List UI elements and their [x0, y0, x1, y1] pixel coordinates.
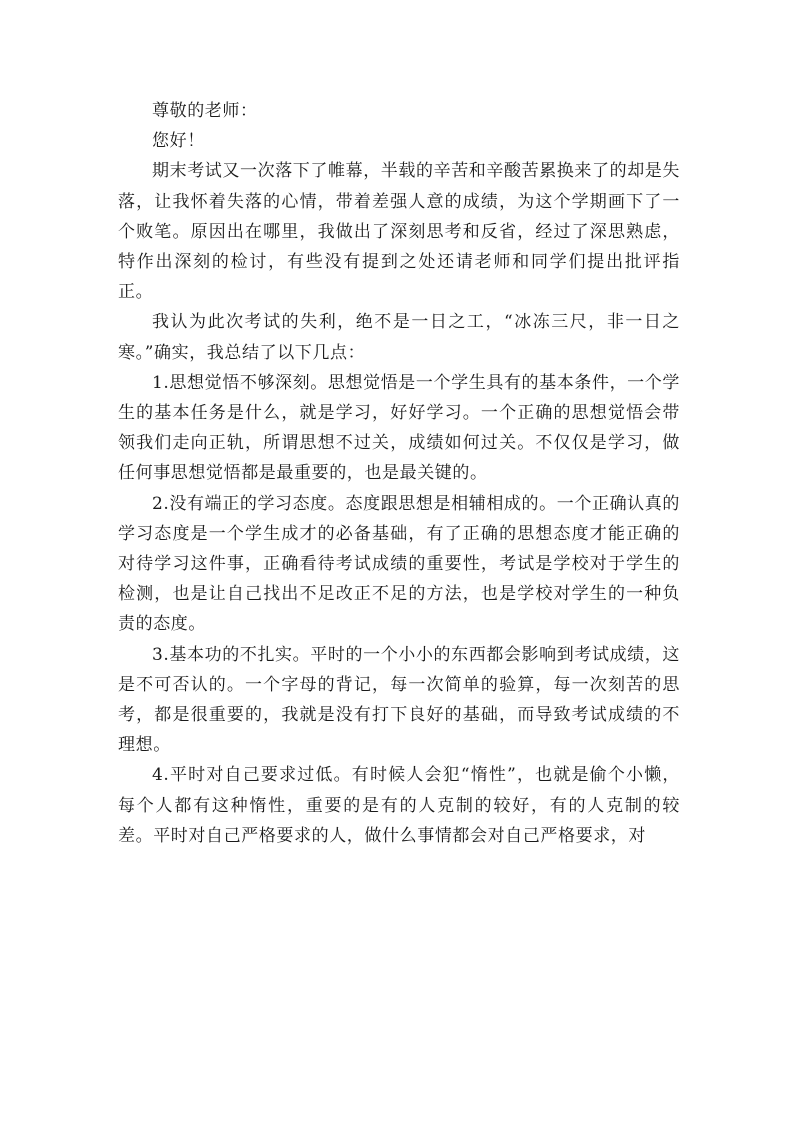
greeting: 您好！ [152, 131, 205, 152]
paragraph-1: 期末考试又一次落下了帷幕，半载的辛苦和辛酸苦累换来了的却是失落，让我怀着失落的心情，带着差强人意的成绩，为这个学期画下了一个败笔。原因出在哪里，我做出了深刻思考和反省，经过了深思熟虑，特作出深刻的检讨，有些没有提到之处还请老师和同学们提出批评指正。 [118, 161, 680, 303]
letter-body [118, 96, 680, 851]
paragraph-3: 1.思想觉悟不够深刻。思想觉悟是一个学生具有的基本条件，一个学生的基本任务是什么，就是学习，好好学习。一个正确的思想觉悟会带领我们走向正轨，所谓思想不过关，成绩如何过关。不仅仅是学习，做任何事思想觉悟都是最重要的，也是最关键的。 [118, 372, 680, 484]
salutation: 尊敬的老师： [152, 101, 258, 121]
paragraph-5: 3.基本功的不扎实。平时的一个小小的东西都会影响到考试成绩，这是不可否认的。一个字母的背记，每一次简单的验算，每一次刻苦的思考，都是很重要的，我就是没有打下良好的基础，而导致考试成绩的不理想。 [118, 644, 680, 756]
paragraph-2: 我认为此次考试的失利，绝不是一日之工，“冰冻三尺，非一日之寒。”确实，我总结了以下几点： [118, 312, 680, 363]
paragraph-6: 4.平时对自己要求过低。有时候人会犯“惰性”，也就是偷个小懒，每个人都有这种惰性，重要的是有的人克制的较好，有的人克制的较差。平时对自己严格要求的人，做什么事情都会对自己严格要求，对 [118, 765, 680, 846]
paragraph-4: 2.没有端正的学习态度。态度跟思想是相辅相成的。一个正确认真的学习态度是一个学生成才的必备基础，有了正确的思想态度才能正确的对待学习这件事，正确看待考试成绩的重要性，考试是学校对于学生的检测，也是让自己找出不足改正不足的方法，也是学校对学生的一种负责的态度。 [118, 493, 680, 635]
